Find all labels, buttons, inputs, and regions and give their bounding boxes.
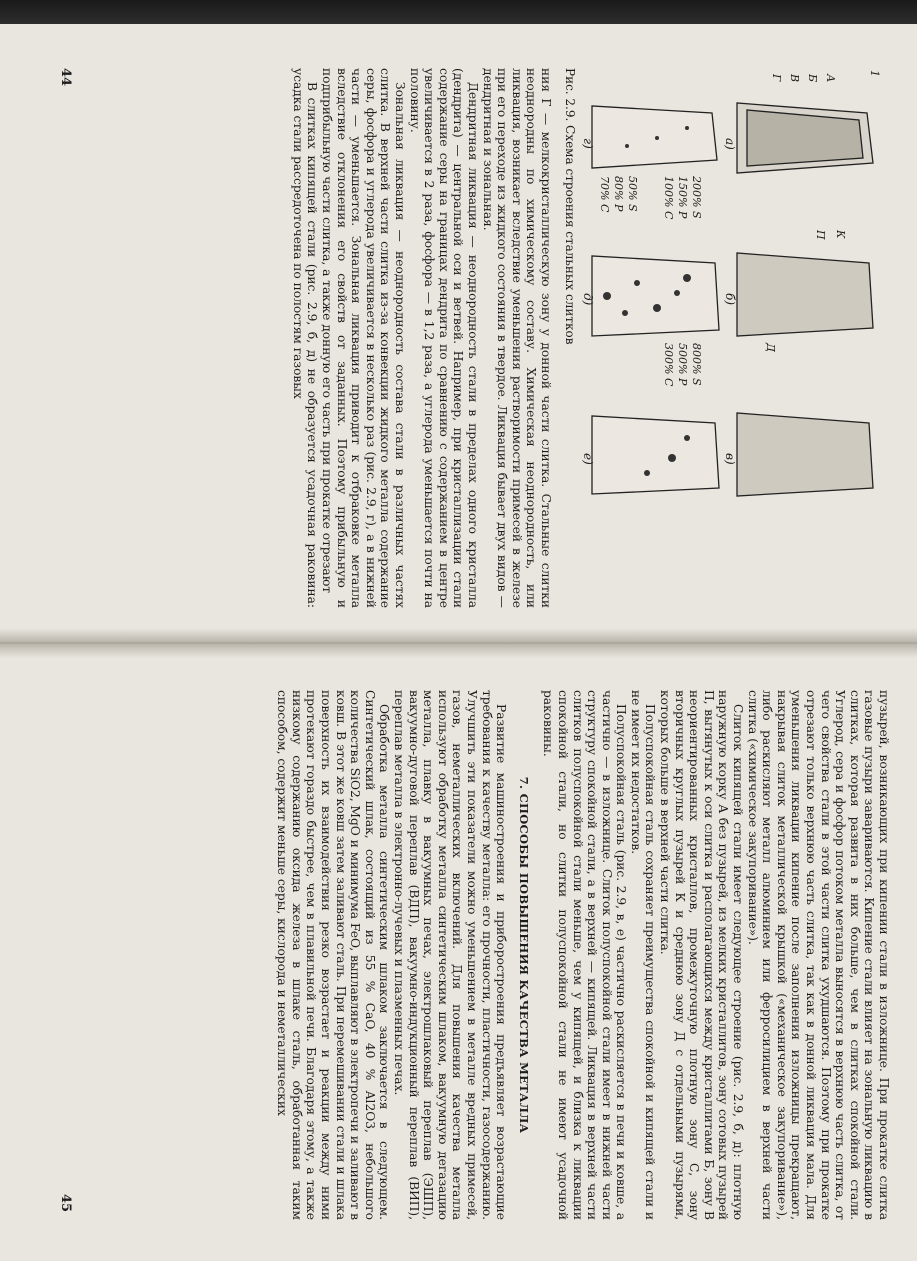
g-b-carbon: 70% C bbox=[598, 176, 611, 213]
section-heading: 7. СПОСОБЫ ПОВЫШЕНИЯ КАЧЕСТВА МЕТАЛЛА bbox=[516, 776, 531, 1134]
label-e: е) bbox=[581, 453, 595, 465]
zone-v-label: В bbox=[788, 74, 801, 83]
zone-b-label: Б bbox=[806, 74, 819, 83]
g-phos: 150% P bbox=[676, 176, 689, 219]
zone-g-label: Г bbox=[770, 74, 783, 82]
g-b-sulfur: 50% S bbox=[626, 176, 639, 212]
g-sulfur: 200% S bbox=[690, 176, 703, 219]
paragraph: В слитках кипящей стали (рис. 2.9, б, д) не образуется усадочная раковина: усадка стали рассредоточена по полостям газовых bbox=[290, 68, 320, 608]
right-page bbox=[50, 670, 905, 1230]
g-b-phos: 80% P bbox=[612, 176, 625, 212]
paragraph: ния Г — мелкокристаллическую зону у донной части слитка. Стальные слитки неоднородны по химическому составу. Химическая неоднородность, или ликвация, возникает вследствие уменьшения растворимости примесей в железе при его переходе из жидкого состояния в твердое. Ликвация бывает двух видов — дендритная и зональная. bbox=[480, 68, 553, 608]
d-sulfur: 800% S bbox=[690, 343, 703, 386]
label-d: д) bbox=[581, 293, 595, 306]
d-phos: 500% P bbox=[676, 343, 689, 386]
paragraph: Обработка металла синтетическим шлаком заключается в следующем. Синтетический шлак, состоящий из 55 % CaO, 40 % Al2O3, небольшого количества SiO2, MgO и минимума FeO, выплавляют в электропечи и заливают в ковш. В этот же ковш затем заливают сталь. При перемешивании стали и шлака поверхность их взаимодействия резко возрастает и реакции между ними протекают гораздо быстрее, чем в плавильной печи. Благодаря этому, а также низкому содержанию оксида железа в шлаке сталь, обработанная таким способом, содержит меньше серы, кислорода и неметаллических bbox=[275, 690, 392, 1220]
paragraph: Развитие машиностроения и приборостроения предъявляет возрастающие требования к качеству металла: его прочности, пластичности, газосодержанию. Улучшить эти показатели можно уменьшением в металле вредных примесей, газов, неметаллических включений. Для повышения качества металла используют обработку металла синтетическим шлаком, вакуумную дегазацию металла, плавку в вакуумных печах, электрошлаковый переплав (ЭШП), вакуумно-дуговой переплав (ВДП), вакуумно-индукционный переплав (ВИП), переплав металла в электронно-лучевых и плазменных печах. bbox=[392, 690, 509, 1220]
right-page-text bbox=[275, 690, 891, 1220]
book-gutter bbox=[0, 628, 917, 658]
paragraph: пузырей, возникающих при кипении стали в изложнице. При прокатке слитка газовые пузыри завариваются. Кипение стали влияет на зональную ликвацию в слитках, которая развита в них больше, чем в слитках спокойной стали. Углерод, сера и фосфор потоком металла выносятся в верхнюю часть слитка, от чего свойства стали в этой части слитка ухудшаются. Поэтому при прокатке отрезают только верхнюю часть слитка, так как в донной ликвация мала. Для уменьшения ликвации кипение после заполнения изложницы прекращают, накрывая слиток металлической крышкой («механическое закупоривание»), либо раскисляют металл алюминием или ферросилицием в верхней части слитка («химическое закупоривание»). bbox=[745, 690, 891, 1220]
paragraph: Дендритная ликвация — неоднородность стали в пределах одного кристалла (дендрита) — центральной оси и ветвей. Например, при кристаллизации стали содержание серы на границах дендрита по сравнению с содержанием в центре увеличивается в 2 раза, фосфора — в 1,2 раза, а углерода уменьшается почти на половину. bbox=[407, 68, 481, 608]
zone-p-label: П bbox=[814, 230, 827, 240]
ingot-figure bbox=[582, 68, 887, 608]
paragraph: Полуспокойная сталь (рис. 2.9, в, е) частично раскисляется в печи и ковше, а частично — в изложнице. Слиток полуспокойной стали имеет в нижней части структуру спокойной стали, а в верхней — кипящей. Ликвация в верхней части слитков полуспокойной стали меньше, чем у кипящей, и близка к ликвации спокойной стали, но слитки полуспокойной стали не имеют усадочной раковины. bbox=[541, 690, 629, 1220]
left-page bbox=[50, 48, 905, 618]
zone-k-label: К bbox=[834, 230, 847, 239]
zone-d-label: Д bbox=[764, 343, 777, 352]
page-number: 44 bbox=[58, 68, 73, 87]
paragraph: Зональная ликвация — неоднородность состава стали в различных частях слитка. В верхней части слитка из-за конвекции жидкого металла содержание серы, фосфора и углерода увеличивается в несколько раз (рис. 2.9, г), а в нижней части — уменьшается. Зональная ликвация приводит к отбраковке металла вследствие отклонения его свойств от заданных. Поэтому прибыльную и подприбыльную части слитка, а также донную его часть при прокатке отрезают bbox=[320, 68, 408, 608]
zone-1-label: 1 bbox=[868, 70, 881, 77]
label-a: а) bbox=[723, 138, 737, 150]
zone-a-label: А bbox=[824, 74, 837, 83]
label-v: в) bbox=[723, 453, 737, 465]
g-carbon: 100% C bbox=[662, 176, 675, 220]
d-carbon: 300% C bbox=[662, 343, 675, 387]
left-page-text bbox=[290, 68, 553, 608]
paragraph: Слиток кипящей стали имеет следующее строение (рис. 2.9, б, д): плотную наружную корку А без пузырей, из мелких кристаллитов, зону сотовых пузырей П, вытянутых к оси слитка и располагающихся между кристаллитами Б, зону В неориентированных кристаллов, промежуточную плотную зону С, зону вторичных круглых пузырей К и среднюю зону Д с отдельными пузырями, которых больше в верхней части слитка. bbox=[658, 690, 746, 1220]
page-number: 45 bbox=[58, 1194, 73, 1213]
paragraph: Полуспокойная сталь сохраняет преимущества спокойной и кипящей стали и не имеет их недостатков. bbox=[628, 690, 658, 1220]
label-g: г) bbox=[581, 138, 595, 149]
figure-caption: Рис. 2.9. Схема строения стальных слитков bbox=[563, 68, 577, 345]
label-b: б) bbox=[723, 293, 737, 306]
